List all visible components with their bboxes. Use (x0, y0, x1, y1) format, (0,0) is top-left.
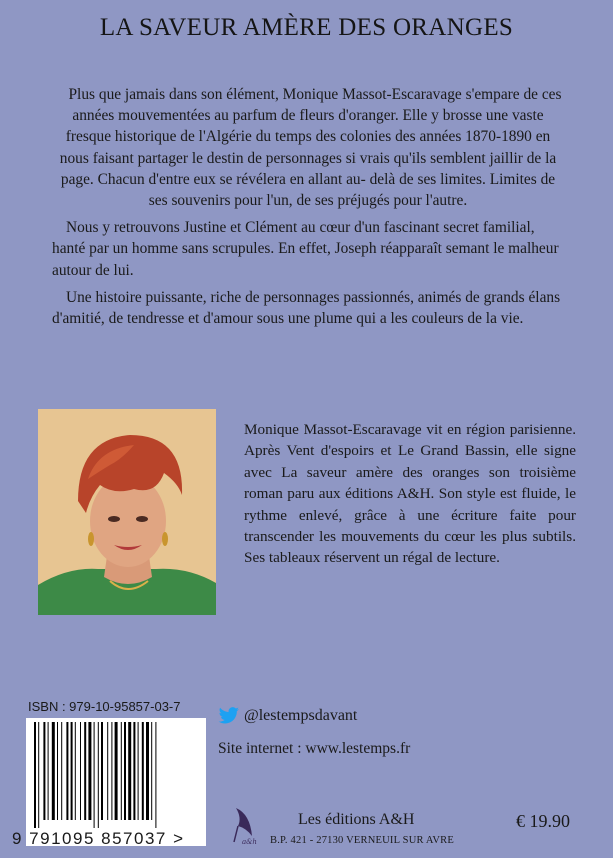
publisher-address: B.P. 421 - 27130 VERNEUIL SUR AVRE (270, 835, 454, 846)
publisher-logo (228, 806, 258, 851)
author-bio: Monique Massot-Escaravage vit en région parisienne. Après Vent d'espoirs et Le Grand Bassin, elle signe avec La saveur amère des oranges son troisième roman paru aux éditions A&H. Son style est fluide, le rythme enlevé, grâce à une écriture faite pour transcender les mouvements du cœur les plus subtils. Ses tableaux réservent un régal de lecture. (244, 421, 576, 567)
twitter-link[interactable] (218, 707, 357, 725)
author-photo (38, 409, 216, 615)
twitter-handle: @lestempsdavant (244, 707, 358, 724)
quill-logo-icon (228, 806, 258, 846)
twitter-bird-icon (218, 707, 240, 725)
publisher-name: Les éditions A&H (298, 811, 415, 828)
blurb-paragraph-3: Une histoire puissante, riche de personnages passionnés, animés de grands élans d'amitié, de tendresse et d'amour sous une plume qui a les couleurs de la vie. (52, 288, 561, 328)
back-cover-blurb (52, 84, 564, 335)
website-text: Site internet : www.lestemps.fr (218, 740, 411, 757)
isbn-text: ISBN : 979-10-95857-03-7 (28, 699, 181, 714)
price: € 19.90 (516, 811, 570, 831)
logo-text: a&h (242, 838, 257, 846)
barcode (26, 718, 206, 846)
barcode-number: 9 791095 857037 > (12, 829, 185, 848)
book-title: LA SAVEUR AMÈRE DES ORANGES (99, 14, 514, 41)
blurb-paragraph-2: Nous y retrouvons Justine et Clément au cœur d'un fascinant secret familial, hanté par un homme sans scrupules. En effet, Joseph réapparaît semant le malheur autour de lui. (52, 219, 559, 279)
blurb-paragraph-1: Plus que jamais dans son élément, Monique Massot-Escaravage s'empare de ces années mouvementées au parfum de fleurs d'oranger. Elle y brosse une vaste fresque historique de l'Algérie du temps des colonies des années 1870-1890 en nous faisant partager le destin de personnages si vrais qu'ils semblent jaillir de la page. Chacun d'entre eux se révélera en allant au- delà de ses limites. Limites de ses souvenirs pour l'un, de ses préjugés pour l'autre. (59, 86, 562, 210)
